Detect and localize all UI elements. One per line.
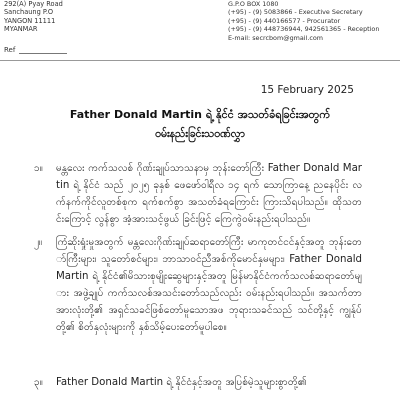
ref-label: Ref <box>4 46 16 54</box>
paragraph-text: မန္တလေး ကက်သလစ် ဂိုဏ်းချုပ်သာသနာမှ ဘုန်းတော်ကြီး Father Donald Martin ရဲ့ နိုင်ငံ သည် ၂၀၂၅ ခုနှစ် ဖေဖော်ဝါရီလ ၁၄ ရက် သောကြာနေ့ ညနေပိုင်း လက်နက်ကိုင်လူတစ်စုက ရက်စက်စွာ အသတ်ခံရကြောင်း ကြားသိရပါသည်။ ထိုသတင်းကြောင့် လွန်စွာ အံ့အားသင့်ဖွယ် ခြင်းဖြင့် ကြေကွဲဝမ်းနည်းရပါသည်။ <box>56 163 362 225</box>
paragraph-number: ၁။ <box>34 163 43 174</box>
phone-executive-secretary: (+95) - (9) 5083866 - Executive Secretary <box>228 8 363 17</box>
letter-title: Father Donald Martin ရဲ့ နိုင်ငံ အသတ်ခံရခြင်းအတွက် <box>69 108 331 121</box>
header-divider <box>0 60 400 61</box>
paragraph-2 <box>34 234 362 336</box>
paragraph-3 <box>34 374 362 391</box>
phone-reception: (+95) - (9) 448736944, 942561365 - Reception <box>228 25 380 34</box>
paragraph-text: Father Donald Martin ရဲ့ နိုင်ငံနှင့်အတူ အပြစ်မဲ့သူများစွာတို့၏ <box>56 377 307 388</box>
letter-date: 15 February 2025 <box>260 84 354 96</box>
paragraph-text: ကြံဆိုးရှုံးမှုအတွက် မန္တလေးဂိုဏ်းချုပ်ဆရာတော်ကြီး မာကုတင်ငင်နှင့်အတူ ဘုန်းတော်ကြီးများ၊ သူတော်စင်များ၊ ဘာသာဝင်ညီအစ်ကိုမောင်နှမများ၊ Father Donald Martin ရဲ့ နိုင်ငံ၏မိသားစုမျိုးဆွေများနှင့်အတူ မြန်မာနိုင်ငံကက်သလစ်ဆရာတော်များ အဖွဲ့ချုပ် ကက်သလစ်အသင်းတော်သည်လည်း ဝမ်းနည်းရပါသည်။ အသက်တာ အားလုံးတို့၏ အရှင်သခင်ဖြစ်တော်မူသောအဖ ဘုရားသခင်သည် သင်တို့နှင့် ကျွန်ုပ်တို့၏ စိတ်နှလုံးများကို နှစ်သိမ့်ပေးတော်မူပါစေ။ <box>56 237 362 333</box>
paragraph-number: ၂။ <box>34 237 43 248</box>
email-address: E-mail: secrcbom@gmail.com <box>228 33 324 42</box>
postal-address <box>4 0 63 34</box>
paragraph-1 <box>34 160 362 228</box>
phone-procurator: (+95) - (9) 440166577 - Procurator <box>228 16 341 25</box>
contact-block <box>228 0 379 42</box>
reference-field <box>4 46 67 54</box>
address-line: 292(A) Pyay Road <box>4 0 63 8</box>
address-line: MYANMAR <box>4 25 38 34</box>
ref-blank-line <box>19 53 67 54</box>
paragraph-number: ၃။ <box>34 377 43 388</box>
address-line: Sanchaung P.O <box>4 8 54 17</box>
letter-subtitle: ဝမ်းနည်းခြင်းသဝဏ်လွှာ <box>155 128 245 140</box>
letterhead <box>0 0 400 60</box>
po-box: G.P.O BOX 1080 <box>228 0 279 8</box>
address-line: YANGON 11111 <box>4 16 56 25</box>
